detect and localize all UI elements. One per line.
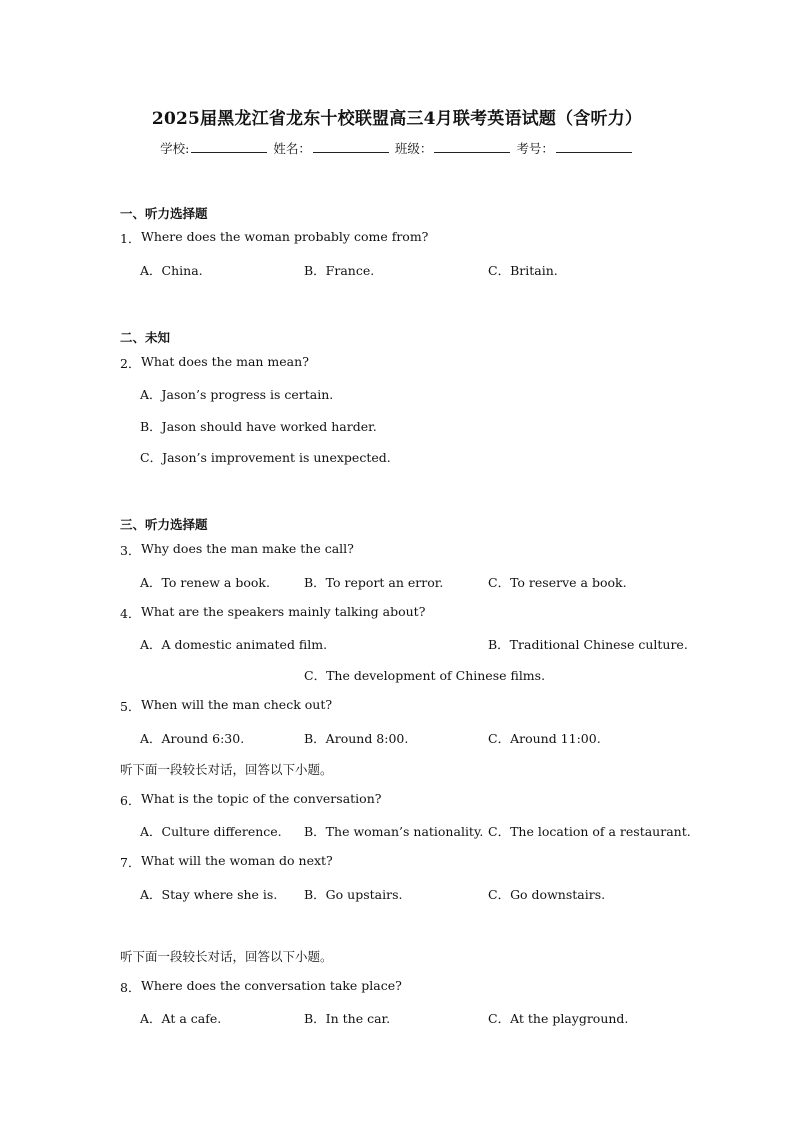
- section-heading: 三、听力选择题: [120, 517, 208, 532]
- student-info-line: [0, 139, 794, 157]
- question-option: [0, 417, 794, 437]
- option-a: A．Culture difference.: [140, 824, 282, 839]
- question-stem: [0, 229, 794, 249]
- class-label: 班级：: [394, 141, 433, 156]
- question-number: 7．: [120, 855, 141, 870]
- option-b: B．The woman’s nationality.: [304, 824, 484, 839]
- option-c: C．The location of a restaurant.: [488, 824, 691, 839]
- option-a: A．China.: [140, 263, 203, 278]
- question-text: When will the man check out?: [141, 697, 333, 712]
- option-b: B．In the car.: [304, 1011, 391, 1026]
- question-stem: [0, 978, 794, 998]
- school-blank[interactable]: [191, 140, 267, 153]
- option-b: B．Jason should have worked harder.: [140, 419, 377, 434]
- page-title: 2025届黑龙江省龙东十校联盟高三4月联考英语试题（含听力）: [151, 109, 643, 129]
- option-c: C．Jason’s improvement is unexpected.: [140, 450, 391, 465]
- question-stem: [0, 541, 794, 561]
- exam-number-blank[interactable]: [556, 140, 632, 153]
- option-c: C．Britain.: [488, 263, 558, 278]
- question-number: 5．: [120, 699, 141, 714]
- option-a: A．Jason’s progress is certain.: [140, 387, 334, 402]
- question-options: [0, 261, 794, 281]
- question-options: [0, 822, 794, 842]
- question-text: What does the man mean?: [141, 354, 309, 369]
- question-number: 8．: [120, 980, 141, 995]
- name-label: 姓名：: [273, 141, 311, 156]
- question-options: [0, 885, 794, 905]
- option-b: B．France.: [304, 263, 375, 278]
- option-a: A．To renew a book.: [140, 575, 270, 590]
- class-blank[interactable]: [434, 140, 510, 153]
- school-label: 学校:: [160, 141, 190, 156]
- question-number: 6．: [120, 793, 141, 808]
- question-stem: [0, 853, 794, 873]
- exam-number-label: 考号：: [516, 141, 554, 156]
- question-text: What are the speakers mainly talking about?: [141, 604, 426, 619]
- option-a: A．A domestic animated film.: [140, 637, 328, 652]
- question-text: What is the topic of the conversation?: [141, 791, 382, 806]
- question-stem: [0, 604, 794, 624]
- option-b: B．Around 8:00.: [304, 731, 409, 746]
- option-a: A．Around 6:30.: [140, 731, 245, 746]
- section-heading: 一、听力选择题: [120, 206, 208, 221]
- option-c: C．The development of Chinese films.: [304, 668, 546, 683]
- instruction-text: 听下面一段较长对话，回答以下小题。: [120, 762, 333, 777]
- instruction-text: 听下面一段较长对话，回答以下小题。: [120, 949, 333, 964]
- name-blank[interactable]: [313, 140, 389, 153]
- option-c: C．Go downstairs.: [488, 887, 606, 902]
- option-a: A．Stay where she is.: [140, 887, 278, 902]
- option-a: A．At a cafe.: [140, 1011, 222, 1026]
- option-c: C．At the playground.: [488, 1011, 629, 1026]
- option-c: C．To reserve a book.: [488, 575, 627, 590]
- question-options: [0, 729, 794, 749]
- question-option: [0, 385, 794, 405]
- question-text: Where does the woman probably come from?: [141, 229, 429, 244]
- option-b: B．Go upstairs.: [304, 887, 403, 902]
- question-options: [0, 635, 794, 655]
- question-number: 4．: [120, 606, 141, 621]
- question-option: [0, 448, 794, 468]
- question-options: [0, 573, 794, 593]
- question-text: Why does the man make the call?: [141, 541, 354, 556]
- question-text: Where does the conversation take place?: [141, 978, 402, 993]
- question-number: 1．: [120, 231, 141, 246]
- question-stem: [0, 791, 794, 811]
- question-number: 3．: [120, 543, 141, 558]
- option-b: B．Traditional Chinese culture.: [488, 637, 688, 652]
- question-options: [0, 666, 794, 686]
- question-stem: [0, 354, 794, 374]
- question-options: [0, 1009, 794, 1029]
- option-c: C．Around 11:00.: [488, 731, 601, 746]
- question-number: 2．: [120, 356, 141, 371]
- question-text: What will the woman do next?: [141, 853, 333, 868]
- section-heading: 二、未知: [120, 330, 171, 345]
- option-b: B．To report an error.: [304, 575, 444, 590]
- question-stem: [0, 697, 794, 717]
